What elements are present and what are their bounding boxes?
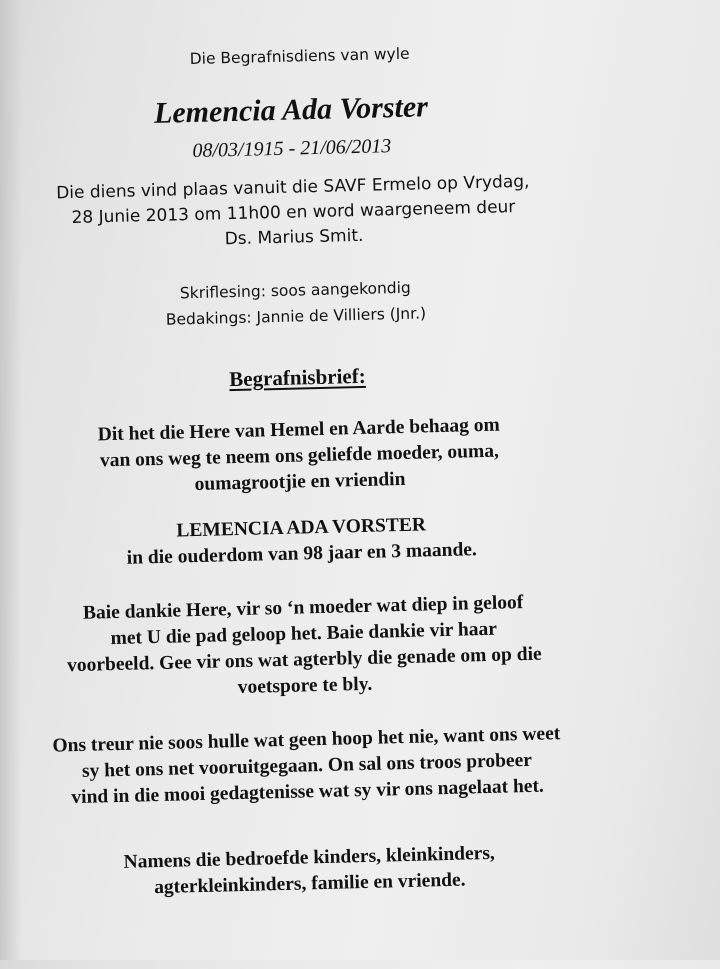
letter-p1-line-2: van ons weg te neem ons geliefde moeder, ouma,	[99, 440, 500, 472]
thanks-line: Bedakings: Jannie de Villiers (Jnr.)	[165, 304, 427, 329]
letter-p1-line-3: oumagrootjie en vriendin	[194, 468, 406, 496]
letter-p3-line-1: Ons treur nie soos hulle wat geen hoop het nie, want ons weet	[52, 723, 561, 757]
letter-p2-line-1: Baie dankie Here, vir so ‘n moeder wat diep in geloof	[82, 592, 524, 624]
deceased-name: Lemencia Ada Vorster	[153, 90, 429, 130]
closing-line-1: Namens die bedroefde kinders, kleinkinders,	[123, 842, 496, 873]
intro-line: Die Begrafnisdiens van wyle	[189, 44, 410, 69]
closing-line-2: agterkleinkinders, familie en vriende.	[153, 869, 466, 899]
service-line-3: Ds. Marius Smit.	[224, 225, 364, 250]
age-line: in die ouderdom van 98 jaar en 3 maande.	[126, 539, 478, 569]
letter-p3-line-2: sy het ons net vooruitgegaan. On sal ons troos probeer	[81, 749, 533, 782]
life-dates: 08/03/1915 - 21/06/2013	[192, 135, 392, 162]
service-line-2: 28 Junie 2013 om 11h00 en word waargeneem deur	[71, 197, 516, 228]
letter-p1-line-1: Dit het die Here van Hemel en Aarde behaag om	[97, 414, 500, 446]
service-line-1: Die diens vind plaas vanuit die SAVF Ermelo op Vrydag,	[55, 171, 530, 204]
letter-p2-line-3: voorbeeld. Gee vir ons wat agterbly die genade om op die	[66, 643, 542, 677]
letter-p2-line-2: met U die pad geloop het. Baie dankie vir haar	[110, 618, 498, 650]
scripture-line: Skriflesing: soos aangekondig	[179, 278, 412, 303]
letter-p2-line-4: voetspore te bly.	[237, 673, 373, 699]
letter-p3-line-3: vind in die mooi gedagtenisse wat sy vir ons nagelaat het.	[71, 775, 545, 809]
name-caps: LEMENCIA ADA VORSTER	[176, 514, 427, 542]
letter-heading: Begrafnisbrief:	[228, 363, 366, 392]
